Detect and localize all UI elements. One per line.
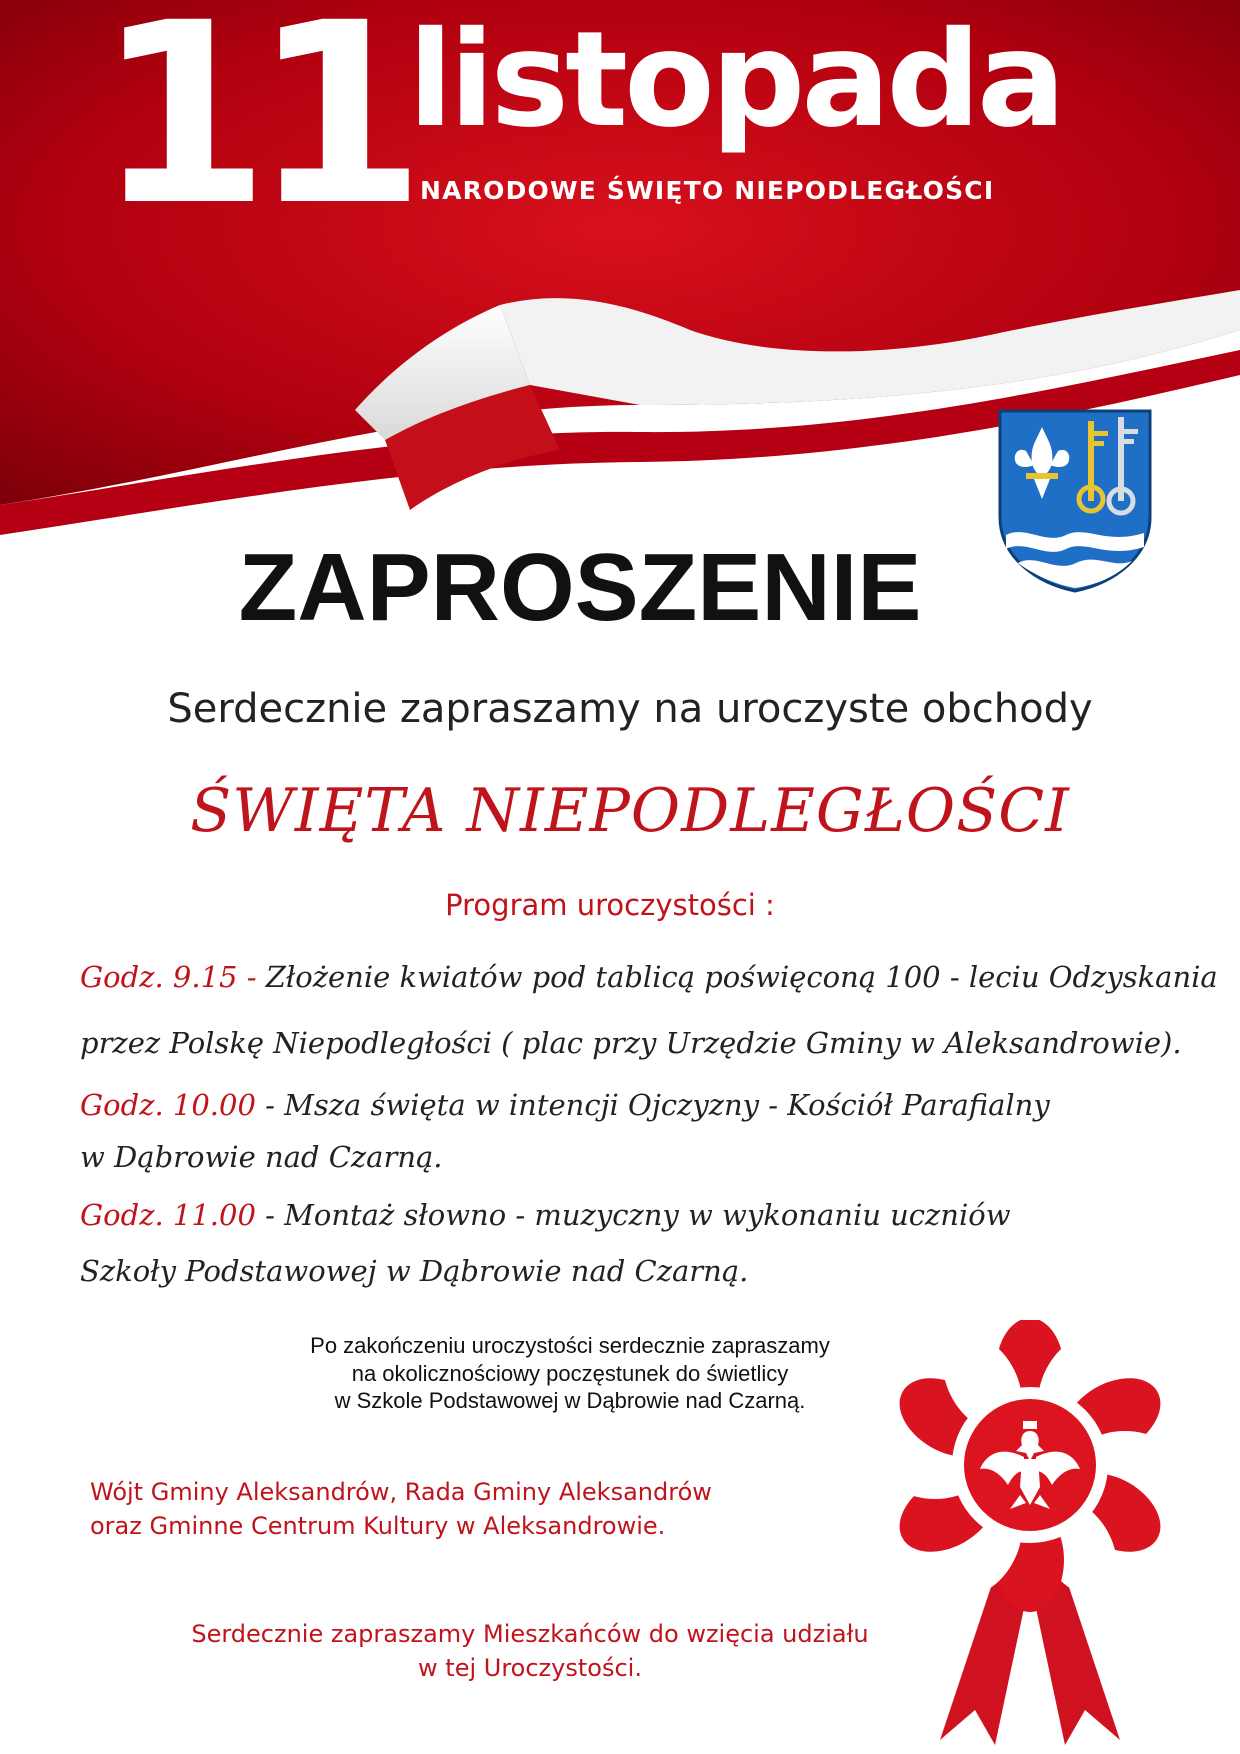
closing-line: Serdecznie zapraszamy Mieszkańców do wzięcia udziału: [191, 1620, 869, 1648]
program-item-3-line-1: [80, 1198, 1140, 1232]
coat-of-arms-icon: [996, 407, 1154, 593]
program-item-3-line-2: Szkoły Podstawowej w Dąbrowie nad Czarną.: [80, 1254, 749, 1288]
cockade-icon: [870, 1320, 1190, 1750]
intro-line: Serdecznie zapraszamy na uroczyste obchody: [167, 686, 1093, 732]
header-month: listopada: [408, 3, 1062, 157]
invitation-title: ZAPROSZENIE: [238, 534, 922, 641]
program-time: Godz. 11.00: [80, 1198, 256, 1232]
program-item-1-line-2: przez Polskę Niepodległości ( plac przy Urzędzie Gminy w Aleksandrowie).: [80, 1026, 1182, 1060]
closing-note: [120, 1618, 940, 1685]
program-item-2-line-1: [80, 1088, 1140, 1122]
program-item-2-line-2: w Dąbrowie nad Czarną.: [80, 1140, 443, 1174]
program-text: - Msza święta w intencji Ojczyzny - Kościół Parafialny: [255, 1088, 1050, 1122]
reception-line: w Szkole Podstawowej w Dąbrowie nad Czarną.: [334, 1388, 806, 1413]
event-title: ŚWIĘTA NIEPODLEGŁOŚCI: [190, 776, 1070, 846]
header-subtitle: NARODOWE ŚWIĘTO NIEPODLEGŁOŚCI: [420, 176, 995, 205]
header-day: 11: [96, 0, 408, 260]
program-heading: Program uroczystości :: [445, 888, 775, 922]
organizers-line: oraz Gminne Centrum Kultury w Aleksandrowie.: [90, 1511, 666, 1540]
closing-line: w tej Uroczystości.: [418, 1653, 642, 1682]
program-text: Złożenie kwiatów pod tablicą poświęconą 100 - leciu Odzyskania: [256, 960, 1218, 994]
program-time: Godz. 9.15 -: [80, 960, 257, 994]
organizers: [90, 1476, 850, 1543]
reception-note: [220, 1332, 920, 1415]
organizers-line: Wójt Gminy Aleksandrów, Rada Gminy Aleksandrów: [90, 1478, 712, 1506]
reception-line: na okolicznościowy poczęstunek do świetlicy: [351, 1360, 789, 1386]
reception-line: Po zakończeniu uroczystości serdecznie zapraszamy: [310, 1333, 830, 1358]
program-text: - Montaż słowno - muzyczny w wykonaniu uczniów: [255, 1198, 1011, 1232]
program-item-1-line-1: [80, 960, 1218, 994]
program-time: Godz. 10.00: [80, 1088, 256, 1122]
